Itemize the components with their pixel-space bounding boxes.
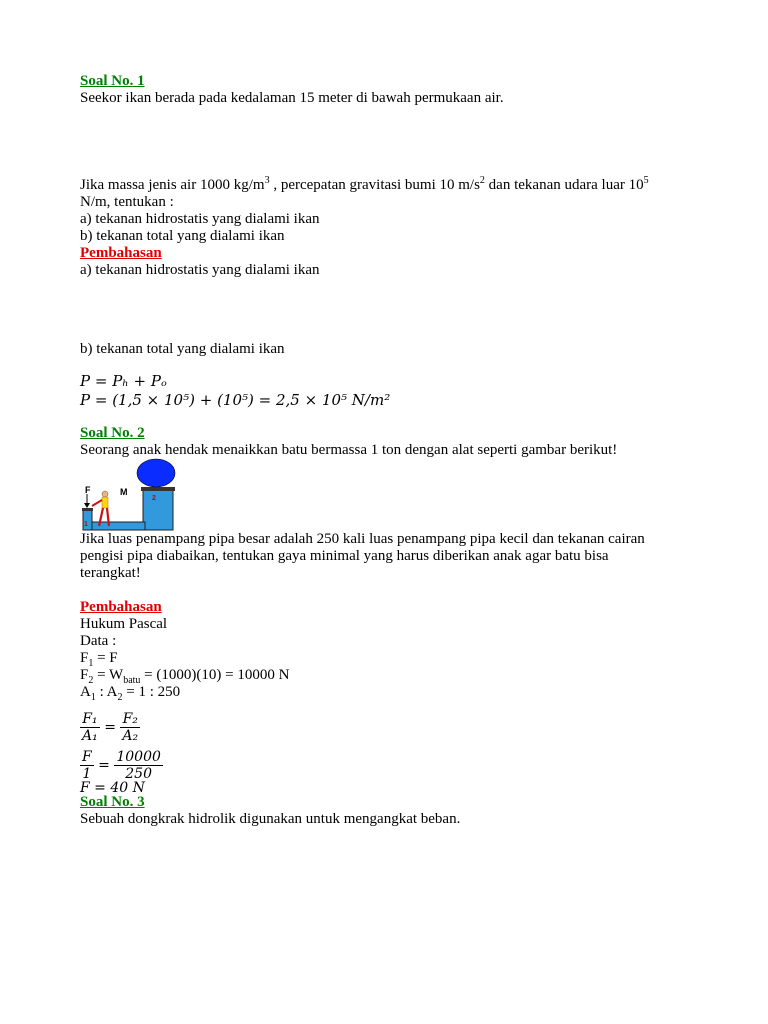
soal-1-question-line-1: Jika massa jenis air 1000 $kg/m^3$ , percepatan gravitasi bumi 10 $m/s^2$ dan tekanan udara luar $10^5$ [80, 175, 649, 193]
soal-2-data-f1: $F_1 = F$ [80, 650, 118, 669]
soal-1-equation-2: P = (1,5 × 10⁵) + (10⁵) = 2,5 × 10⁵ N/m² [80, 391, 391, 409]
figure-label-2: 2 [152, 495, 156, 502]
soal-2-question-line-1: Jika luas penampang pipa besar adalah 250 kali luas penampang pipa kecil dan tekanan cairan [80, 531, 645, 547]
soal-2-question-line-3: terangkat! [80, 565, 141, 581]
soal-1-item-a: a) tekanan hidrostatis yang dialami ikan [80, 211, 320, 227]
soal-2-pembahasan-heading: Pembahasan [80, 599, 162, 615]
soal-2-heading: Soal No. 2 [80, 425, 145, 441]
soal-1-pembahasan-a: a) tekanan hidrostatis yang dialami ikan [80, 262, 320, 278]
soal-2-result: F = 40 N [80, 780, 145, 796]
soal-3-statement: Sebuah dongkrak hidrolik digunakan untuk mengangkat beban. [80, 811, 461, 827]
soal-2-hukum: Hukum Pascal [80, 616, 168, 632]
soal-1-equation-1: P = Pₕ + Pₒ [80, 372, 167, 390]
figure-label-m: M [120, 487, 128, 497]
soal-2-fraction-equation-2: $\frac{F}{1}$ = $\frac{10000}{250}$ [82, 749, 161, 782]
soal-2-data-area-ratio: $A_1$ : $A_2 = 1$ : 250 [80, 684, 181, 703]
figure-label-1: 1 [84, 521, 88, 528]
soal-2-fraction-equation-1: $\frac{\text{F₁}}{\text{A₁}}$ = $\frac{\text{F₂}}{\text{A₂}}$ [82, 711, 139, 744]
soal-1-pembahasan-b: b) tekanan total yang dialami ikan [80, 341, 285, 357]
soal-2-data-label: Data : [80, 633, 117, 649]
soal-1-statement: Seekor ikan berada pada kedalaman 15 meter di bawah permukaan air. [80, 90, 504, 106]
soal-2-question-line-2: pengisi pipa diabaikan, tentukan gaya minimal yang harus diberikan anak agar batu bisa [80, 548, 609, 564]
hydraulic-lift-figure [80, 458, 180, 532]
soal-1-heading: Soal No. 1 [80, 73, 145, 89]
soal-3-heading: Soal No. 3 [80, 794, 145, 810]
soal-1-question-line-2: N/m, tentukan : [80, 194, 174, 210]
soal-2-statement: Seorang anak hendak menaikkan batu bermassa 1 ton dengan alat seperti gambar berikut! [80, 442, 618, 458]
soal-1-item-b: b) tekanan total yang dialami ikan [80, 228, 285, 244]
figure-label-f: F [85, 485, 91, 495]
soal-2-data-f2: $F_2 = W_{batu} = (1000)(10) = 10000$ N [80, 667, 290, 686]
soal-1-pembahasan-heading: Pembahasan [80, 245, 162, 261]
